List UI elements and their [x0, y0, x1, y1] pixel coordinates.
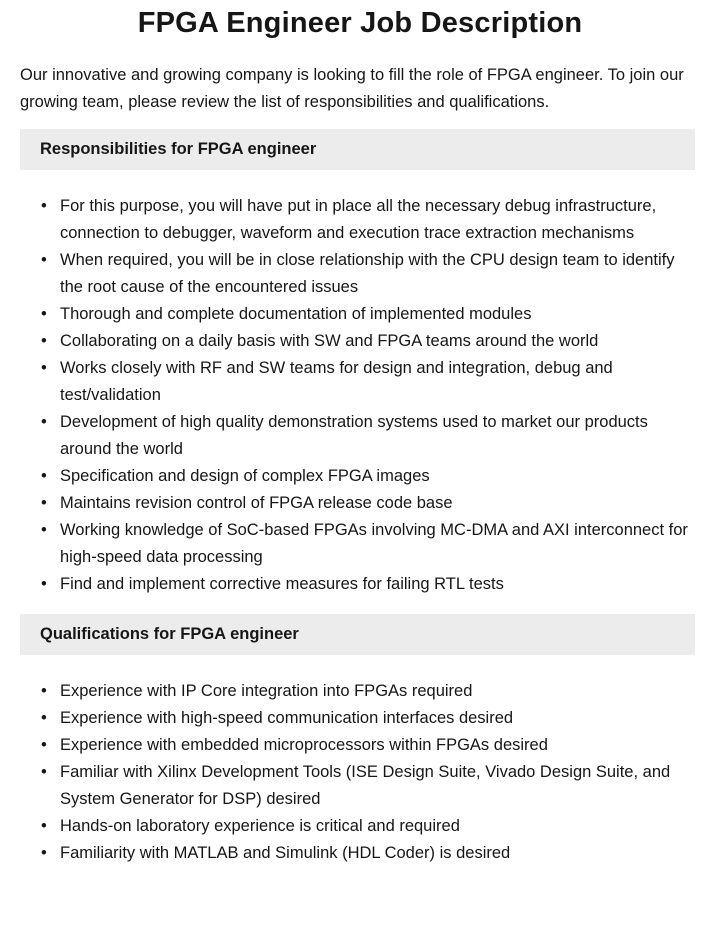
list-item: • Familiar with Xilinx Development Tools (ISE Design Suite, Vivado Design Suite, and System Generator for DSP) desired — [20, 759, 695, 813]
responsibilities-section — [0, 129, 720, 598]
responsibilities-list — [20, 193, 695, 598]
list-item: • Experience with embedded microprocessors within FPGAs desired — [20, 732, 695, 759]
list-item: • Works closely with RF and SW teams for design and integration, debug and test/validation — [20, 355, 695, 409]
list-item: • Experience with IP Core integration into FPGAs required — [20, 678, 695, 705]
list-item: • For this purpose, you will have put in place all the necessary debug infrastructure, connection to debugger, waveform and execution trace extraction mechanisms — [20, 193, 695, 247]
list-item: • Experience with high-speed communication interfaces desired — [20, 705, 695, 732]
list-item: • Find and implement corrective measures for failing RTL tests — [20, 571, 695, 598]
list-item: • Development of high quality demonstration systems used to market our products around the world — [20, 409, 695, 463]
list-item: • Thorough and complete documentation of implemented modules — [20, 301, 695, 328]
qualifications-section — [0, 614, 720, 867]
qualifications-section-heading: Qualifications for FPGA engineer — [20, 614, 695, 655]
list-item: • Collaborating on a daily basis with SW and FPGA teams around the world — [20, 328, 695, 355]
page-title: FPGA Engineer Job Description — [137, 7, 583, 39]
intro-paragraph: Our innovative and growing company is looking to fill the role of FPGA engineer. To join our growing team, please review the list of responsibilities and qualifications. — [20, 66, 684, 111]
responsibilities-section-heading: Responsibilities for FPGA engineer — [20, 129, 695, 170]
list-item: • Specification and design of complex FPGA images — [20, 463, 695, 490]
qualifications-list — [20, 678, 695, 867]
list-item: • Working knowledge of SoC-based FPGAs involving MC-DMA and AXI interconnect for high-speed data processing — [20, 517, 695, 571]
list-item: • Maintains revision control of FPGA release code base — [20, 490, 695, 517]
list-item: • When required, you will be in close relationship with the CPU design team to identify the root cause of the encountered issues — [20, 247, 695, 301]
list-item: • Familiarity with MATLAB and Simulink (HDL Coder) is desired — [20, 840, 695, 867]
list-item: • Hands-on laboratory experience is critical and required — [20, 813, 695, 840]
